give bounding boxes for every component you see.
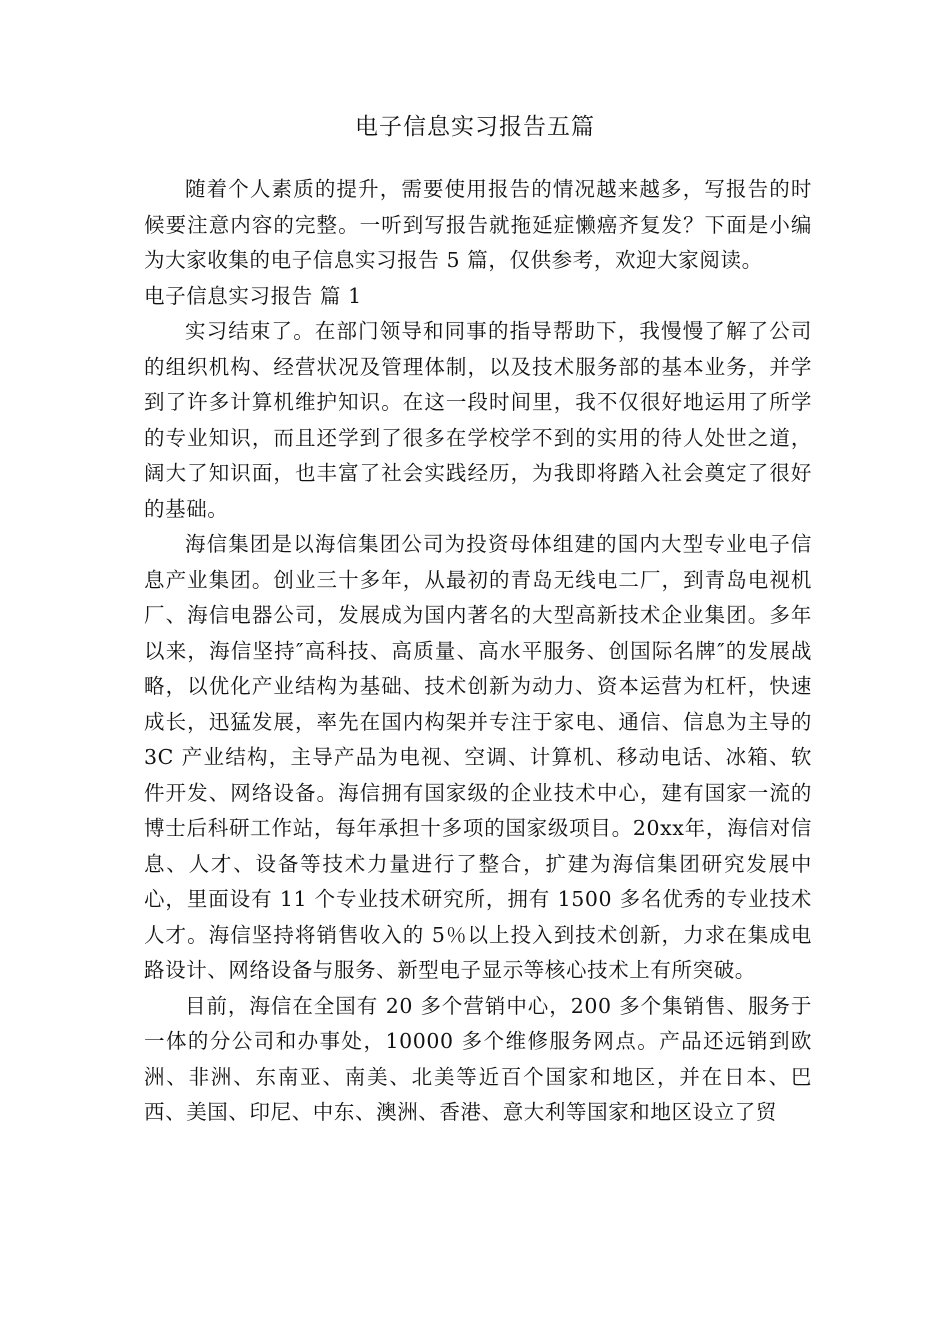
document-body	[144, 172, 812, 1131]
body-paragraph: 海信集团是以海信集团公司为投资母体组建的国内大型专业电子信息产业集团。创业三十多年，从最初的青岛无线电二厂，到青岛电视机厂、海信电器公司，发展成为国内著名的大型高新技术企业集团。多年以来，海信坚持″高科技、高质量、高水平服务、创国际名牌″的发展战略，以优化产业结构为基础、技术创新为动力、资本运营为杠杆，快速成长，迅猛发展，率先在国内构架并专注于家电、通信、信息为主导的 3C 产业结构，主导产品为电视、空调、计算机、移动电话、冰箱、软件开发、网络设备。海信拥有国家级的企业技术中心，建有国家一流的博士后科研工作站，每年承担十多项的国家级项目。20xx年，海信对信息、人才、设备等技术力量进行了整合，扩建为海信集团研究发展中心，里面设有 11 个专业技术研究所，拥有 1500 多名优秀的专业技术人才。海信坚持将销售收入的 5％以上投入到技术创新，力求在集成电路设计、网络设备与服务、新型电子显示等核心技术上有所突破。	[144, 532, 812, 982]
intro-paragraph: 随着个人素质的提升，需要使用报告的情况越来越多，写报告的时候要注意内容的完整。一听到写报告就拖延症懒癌齐复发？下面是小编为大家收集的电子信息实习报告 5 篇，仅供参考，欢迎大家阅读。	[144, 177, 812, 272]
section-heading: 电子信息实习报告 篇 1	[144, 283, 362, 308]
document-title: 电子信息实习报告五篇	[355, 114, 595, 140]
body-paragraph: 实习结束了。在部门领导和同事的指导帮助下，我慢慢了解了公司的组织机构、经营状况及管理体制，以及技术服务部的基本业务，并学到了许多计算机维护知识。在这一段时间里，我不仅很好地运用了所学的专业知识，而且还学到了很多在学校学不到的实用的待人处世之道，阔大了知识面，也丰富了社会实践经历，为我即将踏入社会奠定了很好的基础。	[144, 319, 812, 521]
body-paragraph: 目前，海信在全国有 20 多个营销中心，200 多个集销售、服务于一体的分公司和办事处，10000 多个维修服务网点。产品还远销到欧洲、非洲、东南亚、南美、北美等近百个国家和地区，并在日本、巴西、美国、印尼、中东、澳洲、香港、意大利等国家和地区设立了贸	[144, 993, 812, 1124]
